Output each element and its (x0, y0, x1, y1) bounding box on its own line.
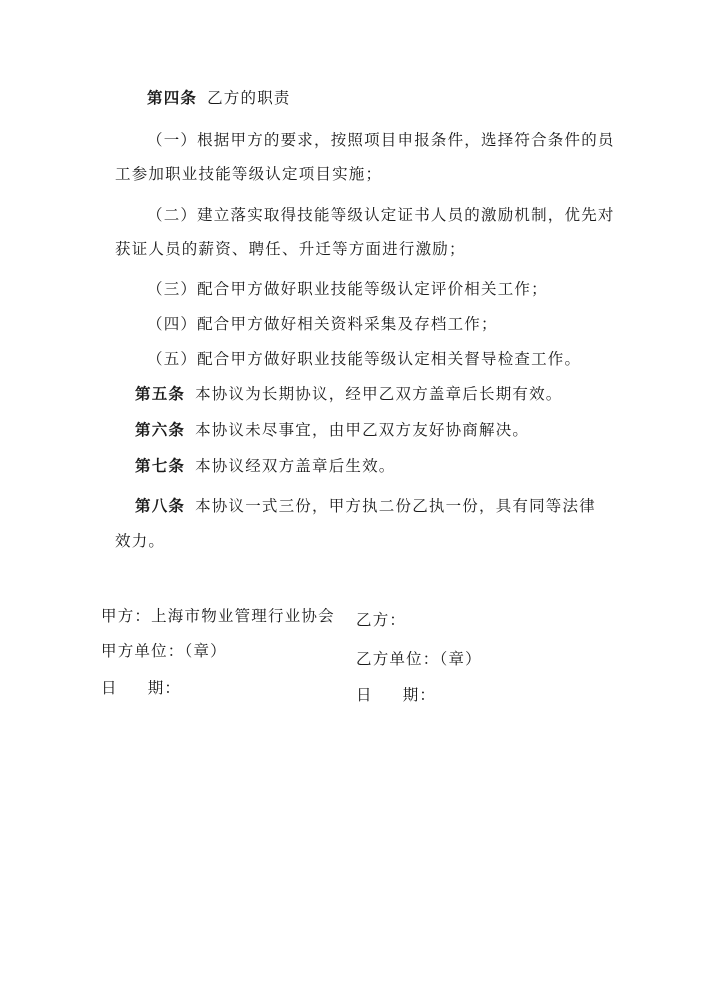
party-a-name: 甲方：上海市物业管理行业协会 (101, 607, 335, 625)
article7-heading: 第七条 (135, 457, 186, 475)
article6-line (135, 420, 529, 440)
article4-heading: 第四条 (147, 89, 198, 107)
article7-text: 本协议经双方盖章后生效。 (195, 457, 396, 475)
article4-item1-line1: （一）根据甲方的要求，按照项目申报条件，选择符合条件的员 (147, 131, 615, 149)
article5-text: 本协议为长期协议，经甲乙双方盖章后长期有效。 (195, 385, 563, 403)
party-a-date-label-1: 日 (101, 679, 118, 697)
party-b-unit: 乙方单位：（章） (356, 650, 482, 668)
article8-line1 (135, 496, 596, 516)
article8-text-line1: 本协议一式三份，甲方执二份乙执一份，具有同等法律 (195, 497, 596, 515)
article8-line2: 效力。 (115, 532, 166, 550)
article5-heading: 第五条 (135, 385, 186, 403)
article6-heading: 第六条 (135, 421, 186, 439)
article4-item1-line2: 工参加职业技能等级认定项目实施； (115, 165, 383, 183)
party-a-date (101, 678, 181, 698)
article4-item4: （四）配合甲方做好相关资料采集及存档工作； (147, 315, 498, 333)
article8-heading: 第八条 (135, 497, 186, 515)
article6-text: 本协议未尽事宜，由甲乙双方友好协商解决。 (195, 421, 530, 439)
article4-title-line (147, 88, 291, 108)
article4-item5: （五）配合甲方做好职业技能等级认定相关督导检查工作。 (147, 350, 582, 368)
article4-item3: （三）配合甲方做好职业技能等级认定评价相关工作； (147, 280, 548, 298)
article4-item2-line1: （二）建立落实取得技能等级认定证书人员的激励机制，优先对 (147, 206, 615, 224)
party-b-name: 乙方： (356, 611, 407, 629)
party-a-date-label-2: 期： (147, 679, 182, 697)
article4-title: 乙方的职责 (207, 89, 291, 107)
party-b-date-label-2: 期： (402, 686, 437, 704)
party-a-unit: 甲方单位：（章） (101, 642, 227, 660)
article7-line (135, 456, 396, 476)
article5-line (135, 384, 563, 404)
party-b-date-label-1: 日 (356, 686, 373, 704)
article4-item2-line2: 获证人员的薪资、聘任、升迁等方面进行激励； (115, 240, 466, 258)
party-b-date (356, 685, 436, 705)
